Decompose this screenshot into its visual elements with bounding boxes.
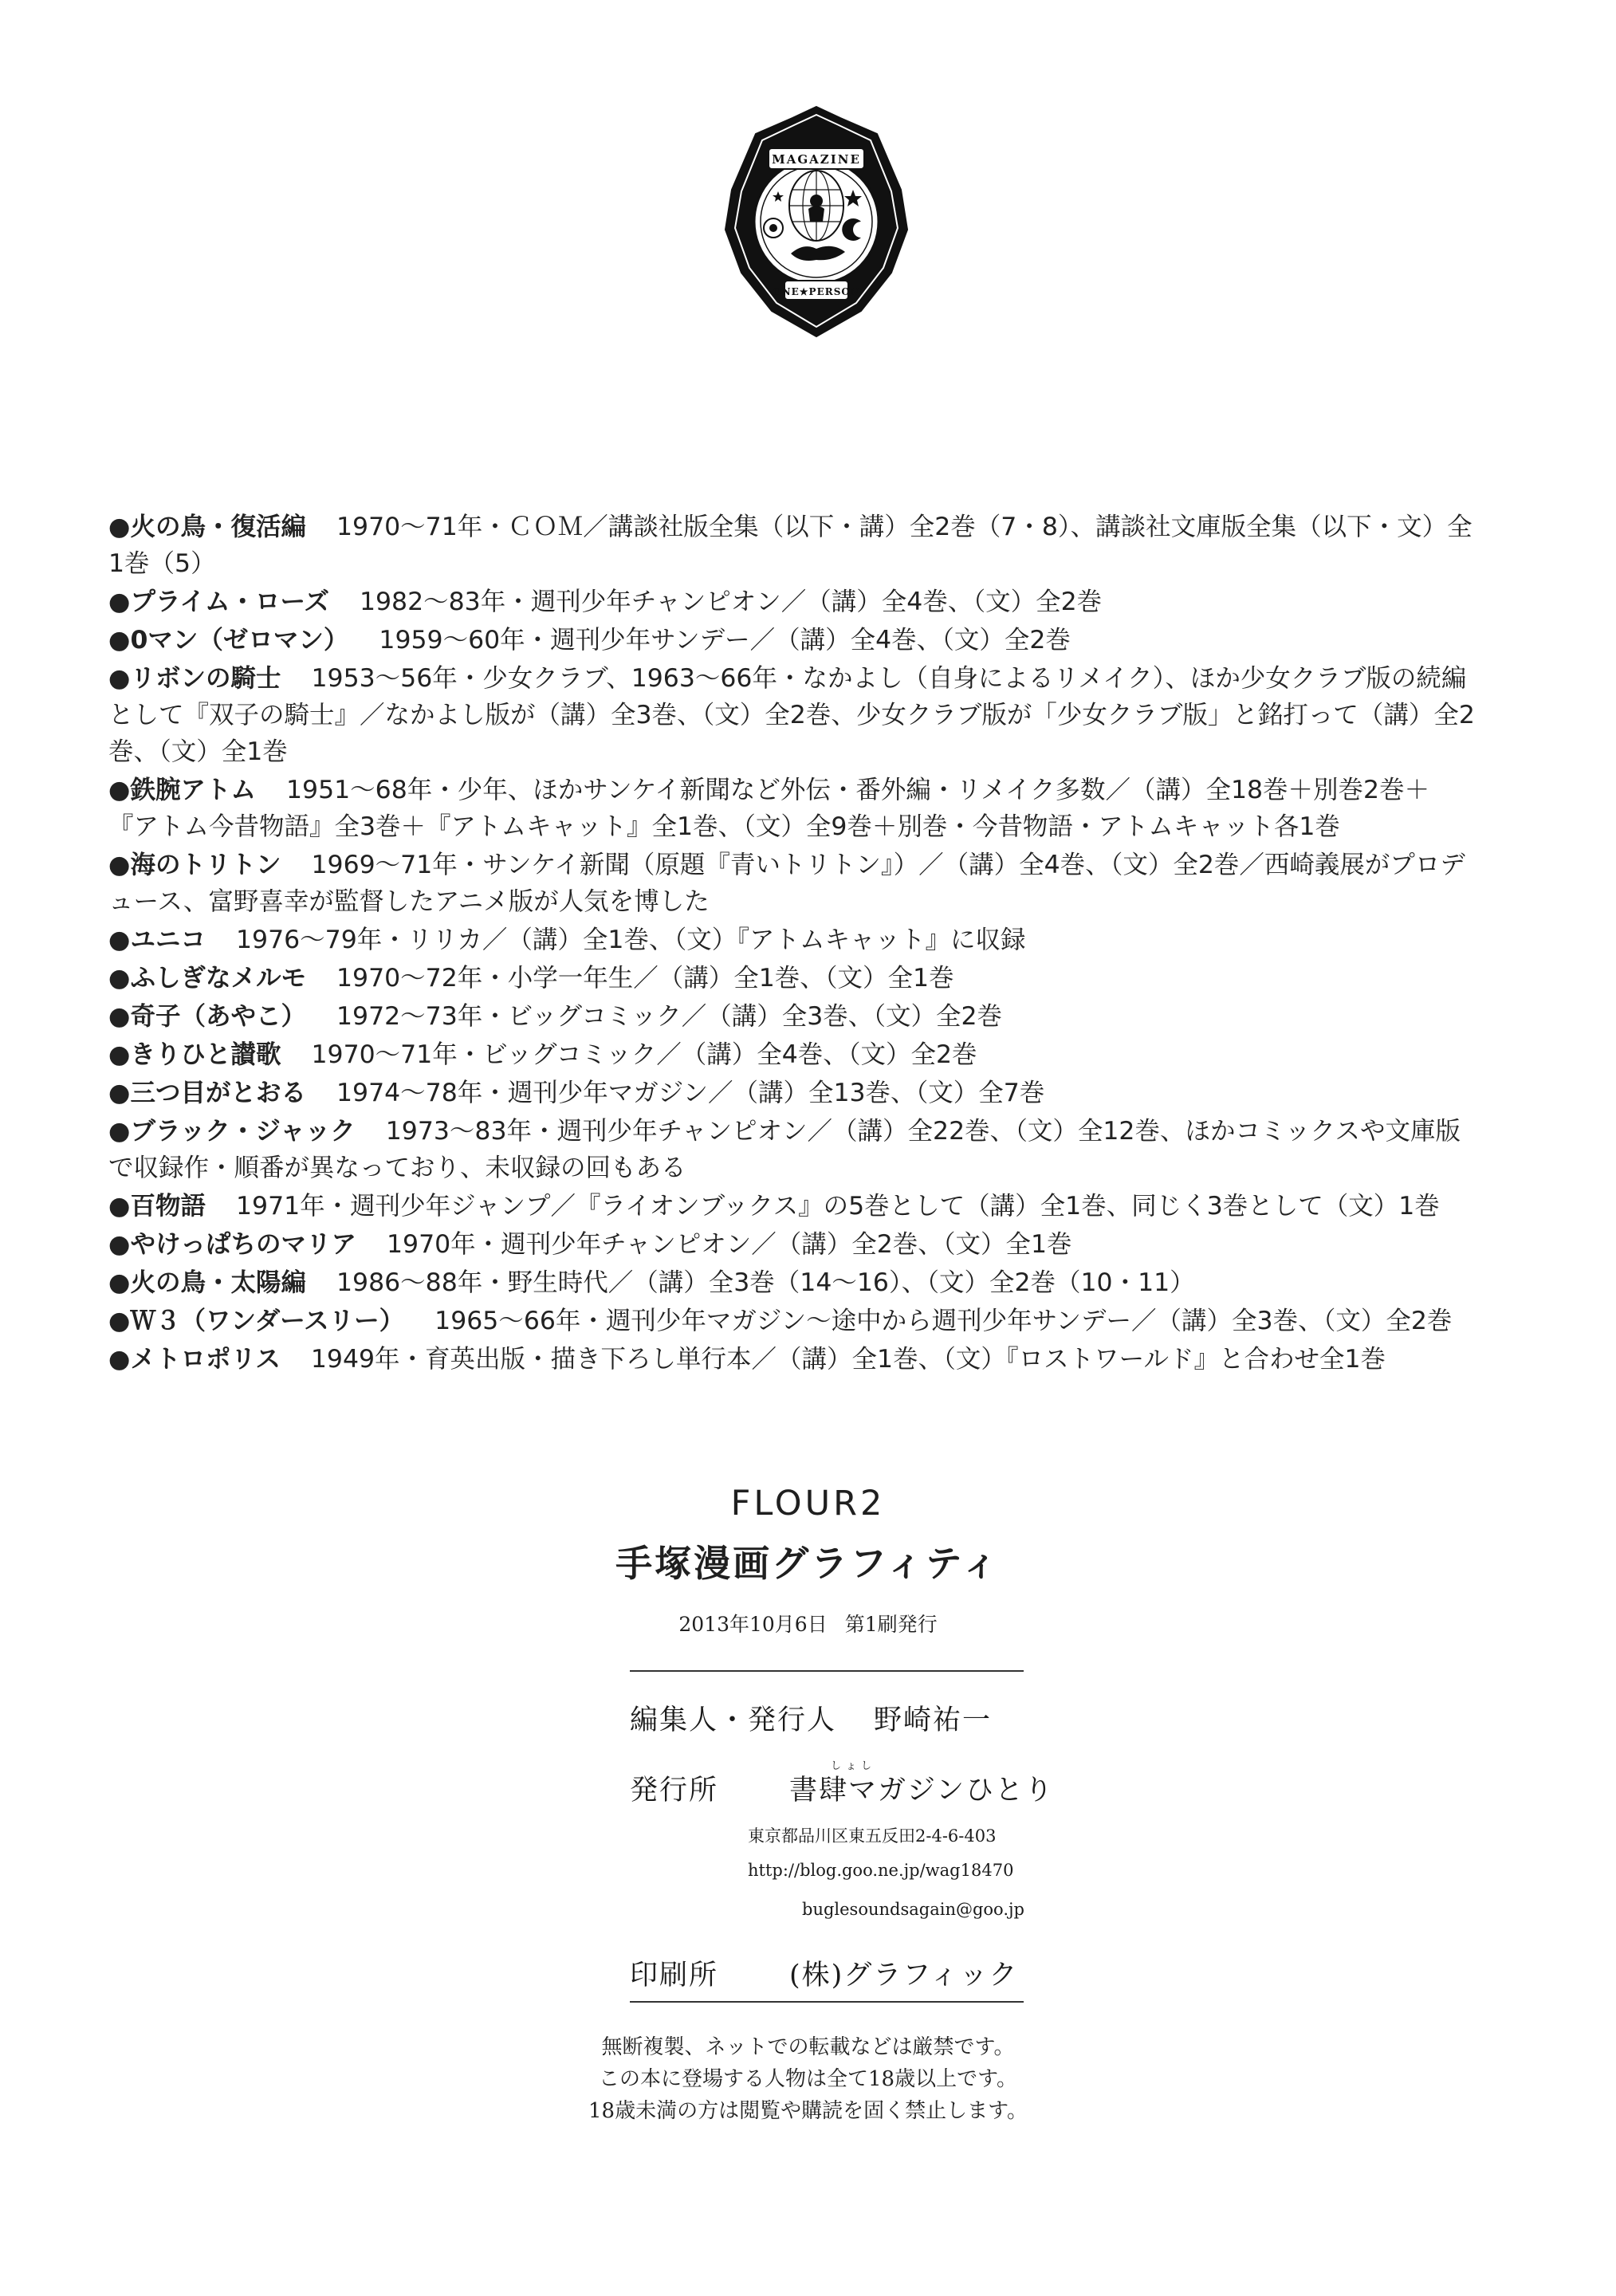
magazine-one-person-emblem-icon [721, 102, 912, 341]
work-title: ●Ｗ３（ワンダースリー） [108, 1307, 405, 1335]
work-entry [108, 1188, 1480, 1225]
work-entry [108, 847, 1480, 920]
work-entry [108, 998, 1480, 1035]
work-title: ●やけっぱちのマリア [108, 1230, 356, 1259]
emblem-bottom-text: ONE★PERSON [773, 286, 860, 297]
work-entry [108, 1036, 1480, 1073]
work-title: ●メトロポリス [108, 1345, 281, 1374]
work-detail: 1970〜72年・小学一年生／（講）全1巻、（文）全1巻 [336, 964, 954, 993]
work-title: ●鉄腕アトム [108, 776, 256, 804]
work-detail: 1982〜83年・週刊少年チャンピオン／（講）全4巻、（文）全2巻 [359, 588, 1103, 616]
work-title: ●火の鳥・太陽編 [108, 1268, 306, 1297]
legal-notice [0, 2031, 1616, 2127]
publisher-ruby: しょし [831, 1760, 877, 1772]
work-detail: 1971年・週刊少年ジャンプ／『ライオンブックス』の5巻として（講）全1巻、同じく3巻として（文）1巻 [236, 1192, 1440, 1221]
work-entry [108, 1303, 1480, 1339]
work-detail: 1976〜79年・リリカ／（講）全1巻、（文）『アトムキャット』に収録 [236, 926, 1026, 954]
emblem-graphic [721, 102, 912, 341]
works-list [108, 509, 1480, 1379]
publication-date-line [0, 1609, 1616, 1637]
work-entry [108, 922, 1480, 958]
work-entry [108, 622, 1480, 659]
emblem-top-text: MAGAZINE [772, 152, 861, 167]
work-detail: 1972〜73年・ビッグコミック／（講）全3巻、（文）全2巻 [336, 1002, 1003, 1031]
work-title: ●リボンの騎士 [108, 664, 281, 693]
publisher-label: 発行所 [630, 1775, 719, 1807]
notice-line: 無断複製、ネットでの転載などは厳禁です。 [601, 2035, 1015, 2059]
work-title: ●海のトリトン [108, 851, 281, 879]
work-entry [108, 509, 1480, 582]
work-detail: 1965〜66年・週刊少年マガジン〜途中から週刊少年サンデー／（講）全3巻、（文）全2巻 [434, 1307, 1453, 1335]
notice-line: この本に登場する人物は全て18歳以上です。 [598, 2067, 1017, 2091]
work-title: ●プライム・ローズ [108, 588, 329, 616]
work-entry [108, 1226, 1480, 1263]
work-entry [108, 772, 1480, 845]
work-entry [108, 960, 1480, 997]
printer-label: 印刷所 [630, 1960, 719, 1991]
work-title: ●火の鳥・復活編 [108, 513, 306, 541]
series-title: FLOUR2 [730, 1484, 886, 1523]
work-entry [108, 660, 1480, 770]
work-detail: 1970〜71年・ＣＯＭ／講談社版全集（以下・講）全2巻（7・8）、講談社文庫版全集（以下・文）全1巻（5） [108, 513, 1472, 578]
editor-label: 編集人・発行人 [630, 1704, 837, 1736]
publisher-email: buglesoundsagain@goo.jp [802, 1900, 1024, 1919]
colophon-top-rule [630, 1670, 1024, 1672]
work-entry [108, 1264, 1480, 1301]
work-detail: 1974〜78年・週刊少年マガジン／（講）全13巻、（文）全7巻 [336, 1079, 1045, 1107]
work-title: ●きりひと讃歌 [108, 1040, 281, 1069]
colophon-bottom-rule [630, 2001, 1024, 2003]
work-detail: 1973〜83年・週刊少年チャンピオン／（講）全22巻、（文）全12巻、ほかコミックスや文庫版で収録作・順番が異なっており、未収録の回もある [108, 1117, 1461, 1182]
notice-line: 18歳未満の方は閲覧や購読を固く禁止します。 [588, 2099, 1028, 2123]
work-entry [108, 584, 1480, 620]
work-entry [108, 1075, 1480, 1111]
work-title: ●ブラック・ジャック [108, 1117, 356, 1146]
work-detail: 1969〜71年・サンケイ新聞（原題『青いトリトン』）／（講）全4巻、（文）全2巻／西崎義展がプロデュース、富野喜幸が監督したアニメ版が人気を博した [108, 851, 1465, 916]
printer-name: (株)グラフィック [789, 1960, 1019, 1991]
work-detail: 1970年・週刊少年チャンピオン／（講）全2巻、（文）全1巻 [387, 1230, 1072, 1259]
edition-label: 第1刷発行 [844, 1613, 938, 1636]
publication-date: 2013年10月6日 [678, 1613, 828, 1636]
work-detail: 1953〜56年・少女クラブ、1963〜66年・なかよし（自身によるリメイク）、ほか少女クラブ版の続編として『双子の騎士』／なかよし版が（講）全3巻、（文）全2巻、少女クラブ版が「少女クラブ版」と銘打って（講）全2巻、（文）全1巻 [108, 664, 1475, 766]
work-detail: 1986〜88年・野生時代／（講）全3巻（14〜16）、（文）全2巻（10・11） [336, 1268, 1195, 1297]
publisher-name: 書肆マガジンひとり [789, 1775, 1055, 1807]
work-detail: 1959〜60年・週刊少年サンデー／（講）全4巻、（文）全2巻 [379, 626, 1071, 655]
work-title: ●0マン（ゼロマン） [108, 626, 349, 655]
work-entry [108, 1113, 1480, 1186]
editor-name: 野崎祐一 [874, 1704, 993, 1736]
publisher-address: 東京都品川区東五反田2-4-6-403 [748, 1826, 997, 1846]
work-detail: 1951〜68年・少年、ほかサンケイ新聞など外伝・番外編・リメイク多数／（講）全18巻＋別巻2巻＋『アトム今昔物語』全3巻＋『アトムキャット』全1巻、（文）全9巻＋別巻・今昔物語・アトムキャット各1巻 [108, 776, 1430, 841]
publisher-url: http://blog.goo.ne.jp/wag18470 [748, 1861, 1014, 1880]
work-title: ●ふしぎなメルモ [108, 964, 306, 993]
book-title: 手塚漫画グラフィティ [615, 1542, 1001, 1585]
work-title: ●百物語 [108, 1192, 206, 1221]
work-title: ●ユニコ [108, 926, 206, 954]
work-detail: 1970〜71年・ビッグコミック／（講）全4巻、（文）全2巻 [311, 1040, 977, 1069]
work-entry [108, 1341, 1480, 1378]
work-detail: 1949年・育英出版・描き下ろし単行本／（講）全1巻、（文）『ロストワールド』と合わせ全1巻 [310, 1345, 1386, 1374]
work-title: ●三つ目がとおる [108, 1079, 306, 1107]
work-title: ●奇子（あやこ） [108, 1002, 306, 1031]
